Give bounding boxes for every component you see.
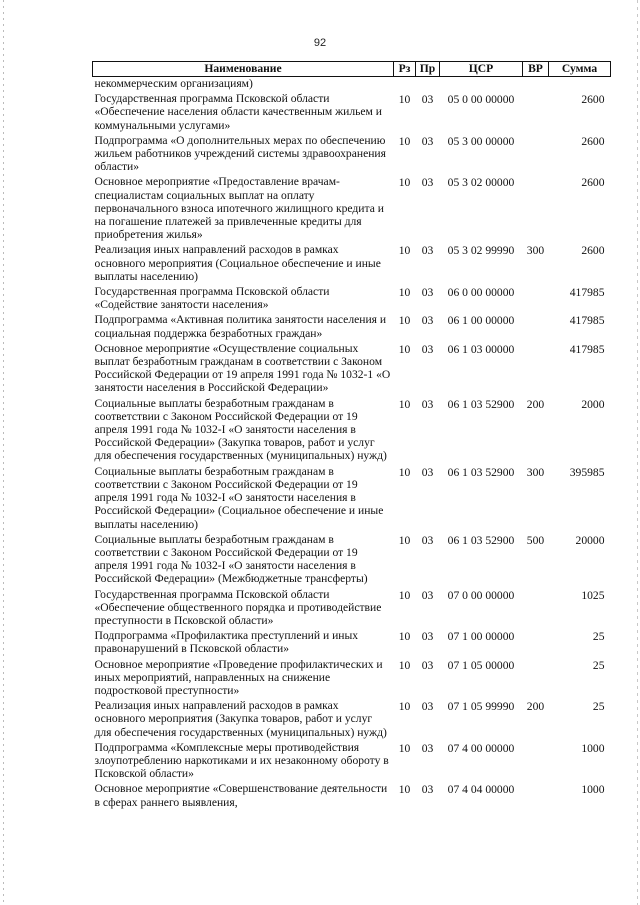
cell-rz: 10 xyxy=(398,658,411,672)
table-row xyxy=(93,588,611,630)
table-row xyxy=(93,741,611,783)
cell-sum: 417985 xyxy=(569,342,605,356)
cell-name: Основное мероприятие «Совершенствование деятельности в сферах раннего выявления, xyxy=(94,782,388,809)
cell-name: Социальные выплаты безработным гражданам в соответствии с Законом Российской Федерации от 19 апреля 1991 года № 1032-I «О занятости населения в Российской Федерации» (Межбюджетные трансферты) xyxy=(94,532,368,586)
cell-rz: 10 xyxy=(398,244,411,258)
budget-table xyxy=(92,61,611,811)
cell-sum: 25 xyxy=(592,700,605,714)
table-row xyxy=(93,77,611,93)
table-row xyxy=(93,533,611,588)
table-row xyxy=(93,342,611,397)
cell-rz: 10 xyxy=(398,533,411,547)
cell-pr: 03 xyxy=(421,658,434,672)
cell-vr xyxy=(523,92,549,134)
cell-pr: 03 xyxy=(421,465,434,479)
cell-csr: 05 3 02 99990 xyxy=(447,244,515,258)
cell-pr: 03 xyxy=(421,134,434,148)
cell-rz: 10 xyxy=(398,286,411,300)
cell-sum: 2600 xyxy=(581,244,605,258)
cell-name: Основное мероприятие «Предоставление врачам-специалистам социальных выплат на оплату первоначального взноса ипотечного жилищного кредита и на погашение платежей за привлеченные кредиты для приобретения жилья» xyxy=(94,175,384,242)
table-row xyxy=(93,699,611,741)
header-csr: ЦСР xyxy=(440,62,523,77)
cell-sum: 2600 xyxy=(581,134,605,148)
cell-csr: 05 3 02 00000 xyxy=(447,176,515,190)
cell-vr: 300 xyxy=(526,244,545,258)
cell-csr: 07 1 05 99990 xyxy=(447,700,515,714)
cell-pr xyxy=(416,77,440,93)
table-row xyxy=(93,658,611,700)
table-row xyxy=(93,313,611,341)
cell-sum: 417985 xyxy=(569,286,605,300)
cell-sum: 1025 xyxy=(581,588,605,602)
cell-sum: 1000 xyxy=(581,783,605,797)
cell-csr: 06 1 00 00000 xyxy=(447,314,515,328)
table-row xyxy=(93,629,611,657)
cell-csr: 06 1 03 00000 xyxy=(447,342,515,356)
cell-vr xyxy=(523,285,549,313)
cell-pr: 03 xyxy=(421,533,434,547)
cell-csr: 07 1 00 00000 xyxy=(447,630,515,644)
table-row xyxy=(93,92,611,134)
cell-csr: 07 4 04 00000 xyxy=(447,783,515,797)
cell-sum: 2000 xyxy=(581,397,605,411)
cell-csr: 07 1 05 00000 xyxy=(447,658,515,672)
cell-pr: 03 xyxy=(421,700,434,714)
cell-rz xyxy=(394,77,416,93)
cell-csr: 06 1 03 52900 xyxy=(447,533,515,547)
cell-rz: 10 xyxy=(398,134,411,148)
cell-vr xyxy=(523,134,549,176)
cell-rz: 10 xyxy=(398,741,411,755)
cell-sum: 1000 xyxy=(581,741,605,755)
cell-pr: 03 xyxy=(421,286,434,300)
table-row xyxy=(93,175,611,243)
cell-pr: 03 xyxy=(421,588,434,602)
cell-csr: 06 0 00 00000 xyxy=(447,286,515,300)
cell-pr: 03 xyxy=(421,783,434,797)
cell-vr xyxy=(523,782,549,810)
cell-name: Основное мероприятие «Осуществление социальных выплат безработным гражданам в соответствии с Законом Российской Федерации от 19 апреля 1991 года № 1032-1 «О занятости населения в Российской Федерации» xyxy=(94,341,391,395)
cell-rz: 10 xyxy=(398,588,411,602)
cell-name: некоммерческим организациям) xyxy=(94,77,253,90)
cell-pr: 03 xyxy=(421,741,434,755)
cell-csr xyxy=(440,77,523,93)
cell-rz: 10 xyxy=(398,783,411,797)
cell-vr xyxy=(523,342,549,397)
header-pr: Пр xyxy=(416,62,440,77)
table-row xyxy=(93,782,611,810)
cell-vr xyxy=(523,741,549,783)
header-name: Наименование xyxy=(93,62,394,77)
table-row xyxy=(93,134,611,176)
table-row xyxy=(93,243,611,285)
table-body xyxy=(93,77,611,811)
scan-edge-right xyxy=(637,0,638,905)
cell-rz: 10 xyxy=(398,93,411,107)
table-header-row xyxy=(93,62,611,77)
cell-sum: 25 xyxy=(592,658,605,672)
cell-vr: 500 xyxy=(526,533,545,547)
cell-vr: 200 xyxy=(526,700,545,714)
cell-csr: 06 1 03 52900 xyxy=(447,465,515,479)
cell-sum: 2600 xyxy=(581,93,605,107)
cell-csr: 05 0 00 00000 xyxy=(447,93,515,107)
cell-name: Подпрограмма «Активная политика занятости населения и социальная поддержка безработных граждан» xyxy=(94,313,387,340)
cell-sum xyxy=(549,77,611,93)
cell-pr: 03 xyxy=(421,397,434,411)
cell-rz: 10 xyxy=(398,465,411,479)
cell-vr xyxy=(523,175,549,243)
cell-csr: 06 1 03 52900 xyxy=(447,397,515,411)
cell-vr: 300 xyxy=(526,465,545,479)
cell-name: Подпрограмма «Комплексные меры противодействия злоупотреблению наркотиками и их незаконному обороту в Псковской области» xyxy=(94,740,389,781)
cell-name: Подпрограмма «О дополнительных мерах по обеспечению жильем работников учреждений системы здравоохранения области» xyxy=(94,133,386,174)
cell-pr: 03 xyxy=(421,342,434,356)
cell-name: Реализация иных направлений расходов в рамках основного мероприятия (Закупка товаров, работ и услуг для обеспечения государственных (муниципальных) нужд) xyxy=(94,699,387,739)
cell-pr: 03 xyxy=(421,244,434,258)
cell-name: Социальные выплаты безработным гражданам в соответствии с Законом Российской Федерации от 19 апреля 1991 года № 1032-I «О занятости населения в Российской Федерации» (Социальное обеспечение и иные выплаты населению) xyxy=(94,464,384,531)
cell-vr xyxy=(523,658,549,700)
header-vr: ВР xyxy=(523,62,549,77)
cell-pr: 03 xyxy=(421,176,434,190)
cell-vr xyxy=(523,77,549,93)
cell-vr xyxy=(523,588,549,630)
cell-pr: 03 xyxy=(421,630,434,644)
cell-rz: 10 xyxy=(398,630,411,644)
cell-sum: 417985 xyxy=(569,314,605,328)
table-row xyxy=(93,397,611,465)
cell-sum: 2600 xyxy=(581,176,605,190)
cell-vr xyxy=(523,313,549,341)
cell-name: Подпрограмма «Профилактика преступлений и иных правонарушений в Псковской области» xyxy=(94,629,359,656)
cell-name: Государственная программа Псковской области «Содействие занятости населения» xyxy=(94,285,330,312)
scan-edge-left xyxy=(3,0,4,905)
cell-name: Государственная программа Псковской области «Обеспечение общественного порядка и противодействие преступности в Псковской области» xyxy=(94,587,382,627)
cell-rz: 10 xyxy=(398,314,411,328)
cell-name: Социальные выплаты безработным гражданам в соответствии с Законом Российской Федерации от 19 апреля 1991 года № 1032-I «О занятости населения в Российской Федерации» (Закупка товаров, работ и услуг для обеспечения государственных (муниципальных) нужд) xyxy=(94,396,387,463)
cell-sum: 25 xyxy=(592,630,605,644)
header-sum: Сумма xyxy=(549,62,611,77)
cell-csr: 07 4 00 00000 xyxy=(447,741,515,755)
cell-rz: 10 xyxy=(398,342,411,356)
cell-rz: 10 xyxy=(398,700,411,714)
cell-name: Основное мероприятие «Проведение профилактических и иных мероприятий, направленных на снижение подростковой преступности» xyxy=(94,657,383,697)
cell-vr: 200 xyxy=(526,397,545,411)
cell-sum: 20000 xyxy=(575,533,605,547)
cell-vr xyxy=(523,629,549,657)
cell-pr: 03 xyxy=(421,314,434,328)
cell-rz: 10 xyxy=(398,397,411,411)
table-row xyxy=(93,285,611,313)
cell-rz: 10 xyxy=(398,176,411,190)
table-row xyxy=(93,465,611,533)
page-number: 92 xyxy=(313,37,327,49)
header-rz: Рз xyxy=(394,62,416,77)
cell-csr: 05 3 00 00000 xyxy=(447,134,515,148)
cell-sum: 395985 xyxy=(569,465,605,479)
cell-name: Реализация иных направлений расходов в рамках основного мероприятия (Социальное обеспечение и иные выплаты населению) xyxy=(94,243,381,283)
cell-pr: 03 xyxy=(421,93,434,107)
cell-csr: 07 0 00 00000 xyxy=(447,588,515,602)
cell-name: Государственная программа Псковской области «Обеспечение населения области качественным жильем и коммунальными услугами» xyxy=(94,92,382,132)
